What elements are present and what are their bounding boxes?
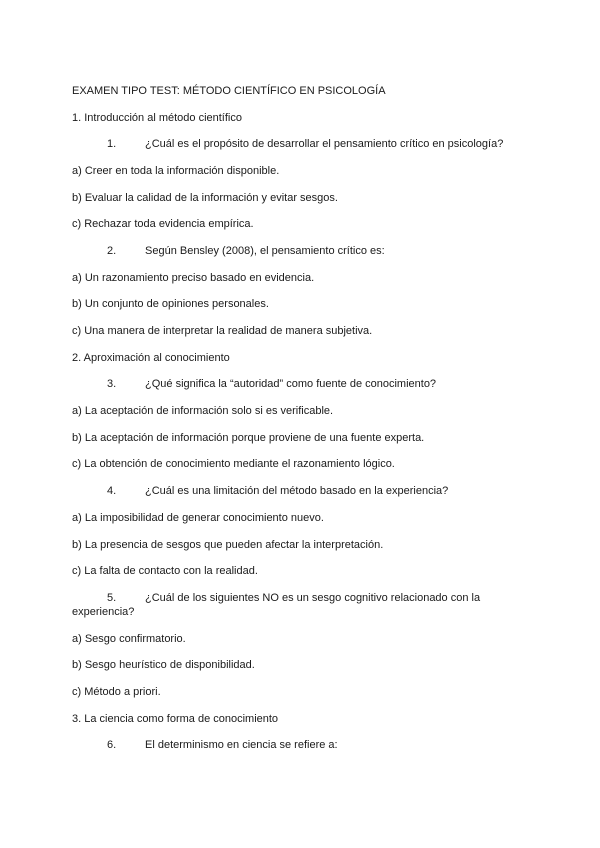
question-number: 2. bbox=[107, 245, 117, 257]
question-text: El determinismo en ciencia se refiere a: bbox=[145, 739, 338, 751]
option-2b: b) Un conjunto de opiniones personales. bbox=[72, 298, 269, 310]
section-heading-1: 1. Introducción al método científico bbox=[72, 112, 242, 124]
question-6 bbox=[107, 738, 560, 752]
question-number: 6. bbox=[107, 739, 117, 751]
option-3b: b) La aceptación de información porque proviene de una fuente experta. bbox=[72, 432, 425, 444]
option-5a: a) Sesgo confirmatorio. bbox=[72, 633, 186, 645]
option-5b: b) Sesgo heurístico de disponibilidad. bbox=[72, 659, 255, 671]
question-text: ¿Cuál de los siguientes NO es un sesgo cognitivo relacionado con la bbox=[145, 592, 481, 604]
question-3 bbox=[107, 377, 560, 391]
option-4c: c) La falta de contacto con la realidad. bbox=[72, 565, 258, 577]
option-3a: a) La aceptación de información solo si es verificable. bbox=[72, 405, 334, 417]
document-title: EXAMEN TIPO TEST: MÉTODO CIENTÍFICO EN PSICOLOGÍA bbox=[72, 85, 386, 97]
question-4 bbox=[107, 484, 560, 498]
question-text: ¿Cuál es el propósito de desarrollar el pensamiento crítico en psicología? bbox=[145, 138, 504, 150]
question-number: 4. bbox=[107, 485, 117, 497]
section-heading-2: 2. Aproximación al conocimiento bbox=[72, 352, 230, 364]
option-4a: a) La imposibilidad de generar conocimiento nuevo. bbox=[72, 512, 324, 524]
question-5 bbox=[107, 591, 560, 605]
option-4b: b) La presencia de sesgos que pueden afectar la interpretación. bbox=[72, 539, 384, 551]
question-number: 5. bbox=[107, 592, 117, 604]
question-text: ¿Cuál es una limitación del método basado en la experiencia? bbox=[145, 485, 449, 497]
option-1b: b) Evaluar la calidad de la información y evitar sesgos. bbox=[72, 192, 338, 204]
option-5c: c) Método a priori. bbox=[72, 686, 161, 698]
question-number: 3. bbox=[107, 378, 117, 390]
question-text: Según Bensley (2008), el pensamiento crítico es: bbox=[145, 245, 385, 257]
question-text: ¿Qué significa la “autoridad” como fuente de conocimiento? bbox=[145, 378, 437, 390]
question-1 bbox=[107, 137, 560, 151]
question-5-continuation: experiencia? bbox=[72, 606, 135, 618]
question-number: 1. bbox=[107, 138, 117, 150]
option-3c: c) La obtención de conocimiento mediante el razonamiento lógico. bbox=[72, 458, 395, 470]
section-heading-3: 3. La ciencia como forma de conocimiento bbox=[72, 713, 279, 725]
option-2c: c) Una manera de interpretar la realidad de manera subjetiva. bbox=[72, 325, 373, 337]
option-2a: a) Un razonamiento preciso basado en evidencia. bbox=[72, 272, 315, 284]
option-1c: c) Rechazar toda evidencia empírica. bbox=[72, 218, 254, 230]
option-1a: a) Creer en toda la información disponible. bbox=[72, 165, 280, 177]
question-2 bbox=[107, 244, 560, 258]
